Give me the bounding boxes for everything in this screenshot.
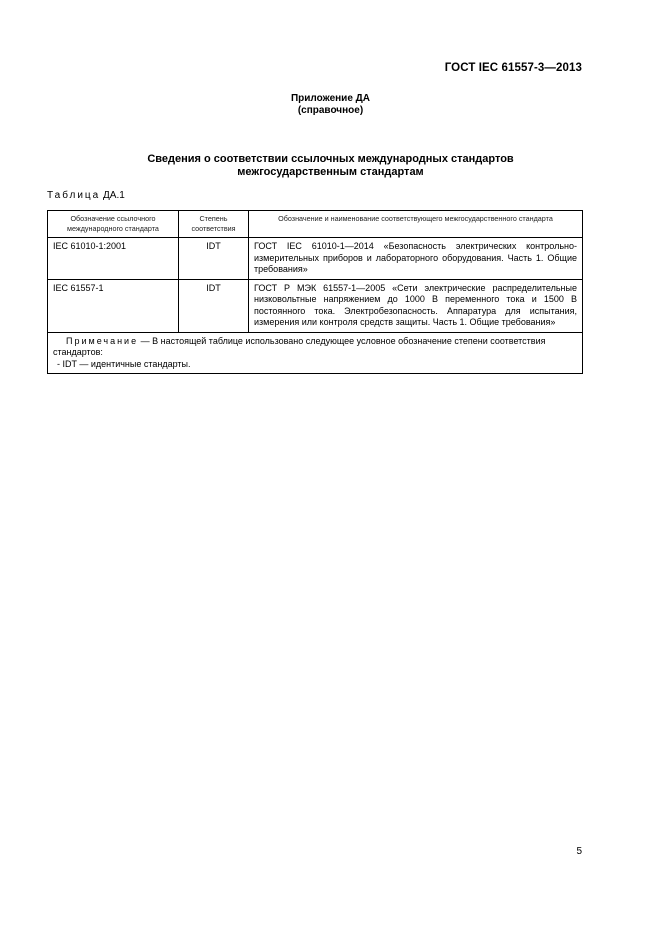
note-label: Примечание bbox=[66, 335, 139, 346]
annex-heading bbox=[0, 93, 661, 117]
table-row bbox=[48, 238, 583, 280]
cell-code: IEC 61010-1:2001 bbox=[48, 238, 179, 280]
note-text: — В настоящей таблице использовано следующее условное обозначение степени соответствия стандартов: bbox=[53, 335, 546, 357]
correspondence-table bbox=[47, 210, 583, 374]
document-title-line-2: межгосударственным стандартам bbox=[237, 166, 424, 178]
cell-name: ГОСТ IEC 61010-1—2014 «Безопасность электрических контрольно-измерительных приборов и лабораторного оборудования. Часть 1. Общие требования» bbox=[249, 238, 583, 280]
header-international-standard: Обозначение ссылочного международного стандарта bbox=[48, 211, 179, 238]
page-number: 5 bbox=[576, 846, 582, 857]
table-note-row bbox=[48, 332, 583, 374]
cell-code: IEC 61557-1 bbox=[48, 279, 179, 332]
table-caption-word: Таблица bbox=[47, 190, 101, 201]
document-title bbox=[0, 153, 661, 179]
annex-title: Приложение ДА bbox=[290, 93, 371, 104]
cell-name: ГОСТ Р МЭК 61557-1—2005 «Сети электрические распределительные низковольтные напряжением до 1000 В переменного тока и 1500 В постоянного тока. Электробезопасность. Аппаратура для испытания, измерения или контроля средств защиты. Часть 1. Общие требования» bbox=[249, 279, 583, 332]
table-caption-number: ДА.1 bbox=[103, 190, 125, 201]
table-caption bbox=[47, 190, 125, 201]
note-list-item: - IDT — идентичные стандарты. bbox=[57, 358, 191, 369]
cell-degree: IDT bbox=[179, 279, 249, 332]
document-title-line-1: Сведения о соответствии ссылочных международных стандартов bbox=[147, 153, 514, 165]
header-interstate-standard: Обозначение и наименование соответствующего межгосударственного стандарта bbox=[249, 211, 583, 238]
standard-code-header: ГОСТ IEC 61557-3—2013 bbox=[444, 62, 582, 74]
cell-degree: IDT bbox=[179, 238, 249, 280]
table-row bbox=[48, 279, 583, 332]
note-paragraph bbox=[53, 336, 577, 359]
table-note bbox=[48, 332, 583, 374]
header-degree: Степень соответствия bbox=[179, 211, 249, 238]
table-header-row bbox=[48, 211, 583, 238]
annex-subtitle: (справочное) bbox=[297, 105, 364, 116]
